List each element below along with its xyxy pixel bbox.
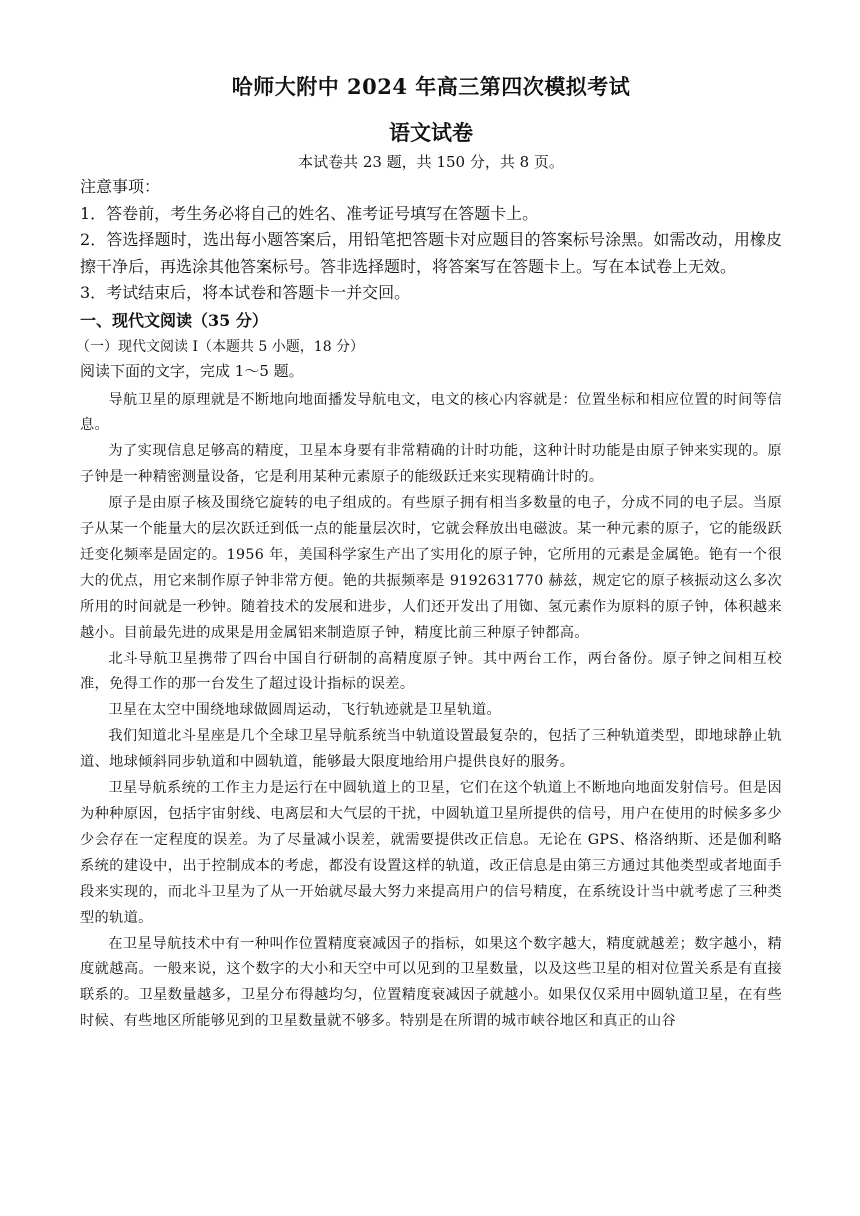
passage-paragraph: 在卫星导航技术中有一种叫作位置精度衰减因子的指标，如果这个数字越大，精度就越差；数字越小，精度就越高。一般来说，这个数字的大小和天空中可以见到的卫星数量，以及这些卫星的相对位置关系是有直接联系的。卫星数量越多，卫星分布得越均匀，位置精度衰减因子就越小。如果仅仅采用中圆轨道卫星，在有些时候、有些地区所能够见到的卫星数量就不够多。特别是在所谓的城市峡谷地区和真正的山谷 (80, 935, 782, 1030)
section-heading: 一、现代文阅读（35 分） (80, 310, 268, 330)
reading-instruction: 阅读下面的文字，完成 1～5 题。 (80, 361, 304, 380)
passage-paragraph: 原子是由原子核及围绕它旋转的电子组成的。有些原子拥有相当多数量的电子，分成不同的电子层。当原子从某一个能量大的层次跃迁到低一点的能量层次时，它就会释放出电磁波。某一种元素的原子，它的能级跃迁变化频率是固定的。1956 年，美国科学家生产出了实用化的原子钟，它所用的元素是金属铯。铯有一个很大的优点，用它来制作原子钟非常方便。铯的共振频率是 9192631770 赫兹，规定它的原子核振动这么多次所用的时间就是一秒钟。随着技术的发展和进步，人们还开发出了用铷、氢元素作为原料的原子钟，体积越来越小。目前最先进的成果是用金属铝来制造原子钟，精度比前三种原子钟都高。 (80, 495, 782, 641)
passage-paragraph: 导航卫星的原理就是不断地向地面播发导航电文，电文的核心内容就是：位置坐标和相应位置的时间等信息。 (80, 391, 782, 434)
notes-item-1: 1．答卷前，考生务必将自己的姓名、准考证号填写在答题卡上。 (80, 203, 539, 223)
passage-paragraph: 为了实现信息足够高的精度，卫星本身要有非常精确的计时功能，这种计时功能是由原子钟来实现的。原子钟是一种精密测量设备，它是利用某种元素原子的能级跃迁来实现精确计时的。 (80, 443, 782, 486)
passage-paragraph: 北斗导航卫星携带了四台中国自行研制的高精度原子钟。其中两台工作，两台备份。原子钟之间相互校准，免得工作的那一台发生了超过设计指标的误差。 (80, 650, 782, 693)
passage-paragraph: 卫星在太空中围绕地球做圆周运动，飞行轨迹就是卫星轨道。 (108, 702, 501, 719)
passage-paragraph: 我们知道北斗星座是几个全球卫星导航系统当中轨道设置最复杂的，包括了三种轨道类型，即地球静止轨道、地球倾斜同步轨道和中圆轨道，能够最大限度地给用户提供良好的服务。 (80, 728, 782, 771)
notes-block (80, 174, 782, 307)
exam-subject: 语文试卷 (389, 120, 473, 145)
notes-item-3: 3．考试结束后，将本试卷和答题卡一并交回。 (80, 283, 411, 302)
notes-item-2: 2．答选择题时，选出每小题答案后，用铅笔把答题卡对应题目的答案标号涂黑。如需改动，用橡皮擦干净后，再选涂其他答案标号。答非选择题时，将答案写在答题卡上。写在本试卷上无效。 (80, 230, 782, 276)
passage-paragraph: 卫星导航系统的工作主力是运行在中圆轨道上的卫星，它们在这个轨道上不断地向地面发射信号。但是因为种种原因，包括宇宙射线、电离层和大气层的干扰，中圆轨道卫星所提供的信号，用户在使用的时候多多少少会存在一定程度的误差。为了尽量减小误差，就需要提供改正信息。无论在 GPS、格洛纳斯、还是伽利略系统的建设中，出于控制成本的考虑，都没有设置这样的轨道，改正信息是由第三方通过其他类型或者地面手段来实现的，而北斗卫星为了从一开始就尽最大努力来提高用户的信号精度，在系统设计当中就考虑了三种类型的轨道。 (80, 780, 782, 926)
notes-heading: 注意事项： (80, 177, 161, 196)
exam-page (76, 72, 782, 1035)
reading-passage (80, 388, 782, 1036)
exam-title: 哈师大附中 2024 年高三第四次模拟考试 (231, 74, 631, 99)
exam-info: 本试卷共 23 题，共 150 分，共 8 页。 (298, 153, 564, 171)
subsection-heading: （一）现代文阅读 I（本题共 5 小题，18 分） (76, 338, 365, 355)
